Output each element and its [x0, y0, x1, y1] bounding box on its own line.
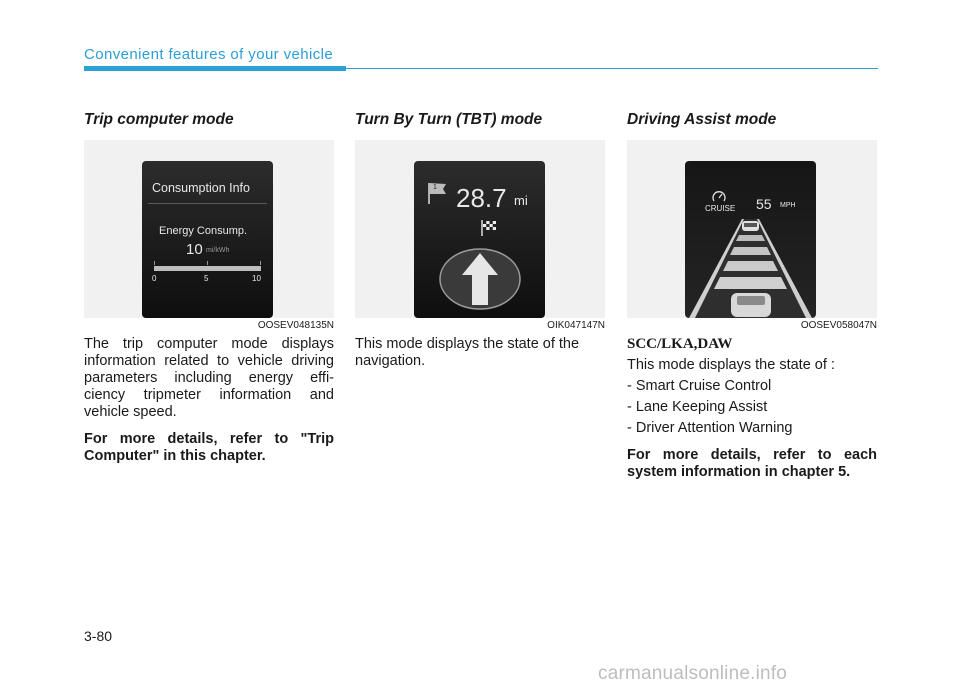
gauge-label-0: 0: [152, 274, 157, 283]
list-item: - Smart Cruise Control: [627, 378, 772, 394]
gauge-tick: [154, 261, 155, 265]
tbt-section: [355, 110, 605, 380]
tbt-caption: OIK047147N: [547, 320, 605, 331]
trip-heading: Trip computer mode: [84, 111, 234, 128]
list-item: - Lane Keeping Assist: [627, 399, 768, 415]
speed-unit: MPH: [780, 202, 796, 209]
flag-number: 1: [433, 184, 437, 191]
trip-gauge-track: [154, 266, 261, 271]
gauge-tick: [260, 261, 261, 265]
list-item: - Driver Attention Warning: [627, 420, 793, 436]
assist-figure: [627, 140, 877, 318]
trip-screen-unit: mi/kWh: [206, 247, 230, 254]
watermark: carmanualsonline.info: [598, 663, 788, 684]
assist-heading: Driving Assist mode: [627, 111, 777, 128]
assist-subheading: SCC/LKA,DAW: [627, 336, 733, 352]
gauge-label-10: 10: [252, 274, 261, 283]
tbt-distance: 28.7: [456, 183, 507, 213]
section-header: Convenient features of your vehicle: [84, 46, 334, 63]
trip-screen-value: 10: [186, 241, 203, 258]
assist-intro: This mode displays the state of :: [627, 357, 835, 373]
cruise-label: CRUISE: [705, 204, 736, 213]
tbt-screen: [414, 161, 545, 318]
trip-screen-label: Energy Consump.: [159, 225, 248, 237]
gauge-label-5: 5: [204, 274, 209, 283]
assist-note: For more details, refer to each system information in chapter 5.: [627, 447, 877, 480]
driving-assist-section: [627, 110, 877, 491]
trip-screen-divider: [148, 203, 267, 204]
tbt-paragraph: This mode displays the state of the navigation.: [355, 336, 580, 369]
trip-computer-section: [84, 110, 334, 475]
trip-paragraph: The trip computer mode displays information related to vehicle driving parameters including energy effi- ciency tripmeter information and vehicle speed.: [84, 336, 334, 420]
trip-screen-title: Consumption Info: [152, 181, 250, 195]
page-number: 3-80: [84, 628, 113, 644]
flag-icon: [426, 181, 448, 205]
gauge-tick: [207, 261, 208, 265]
header-rule-thick: [84, 66, 346, 71]
car-icon: [729, 289, 773, 319]
trip-gauge-fill: [154, 266, 261, 271]
checkered-flag-icon: [480, 219, 498, 237]
trip-caption: OOSEV048135N: [257, 320, 334, 331]
tbt-figure: [355, 140, 605, 318]
cruise-icon: [712, 191, 726, 203]
assist-caption: OOSEV058047N: [800, 320, 877, 331]
assist-screen: [685, 161, 816, 318]
tbt-heading: Turn By Turn (TBT) mode: [355, 111, 543, 128]
tbt-unit: mi: [514, 193, 528, 208]
trip-note: For more details, refer to "Trip Computer" in this chapter.: [84, 431, 334, 464]
trip-screen: [142, 161, 273, 318]
set-speed: 55: [756, 196, 772, 212]
header-rule-thin: [346, 68, 878, 69]
trip-figure: [84, 140, 334, 318]
straight-arrow-icon: [438, 247, 522, 311]
